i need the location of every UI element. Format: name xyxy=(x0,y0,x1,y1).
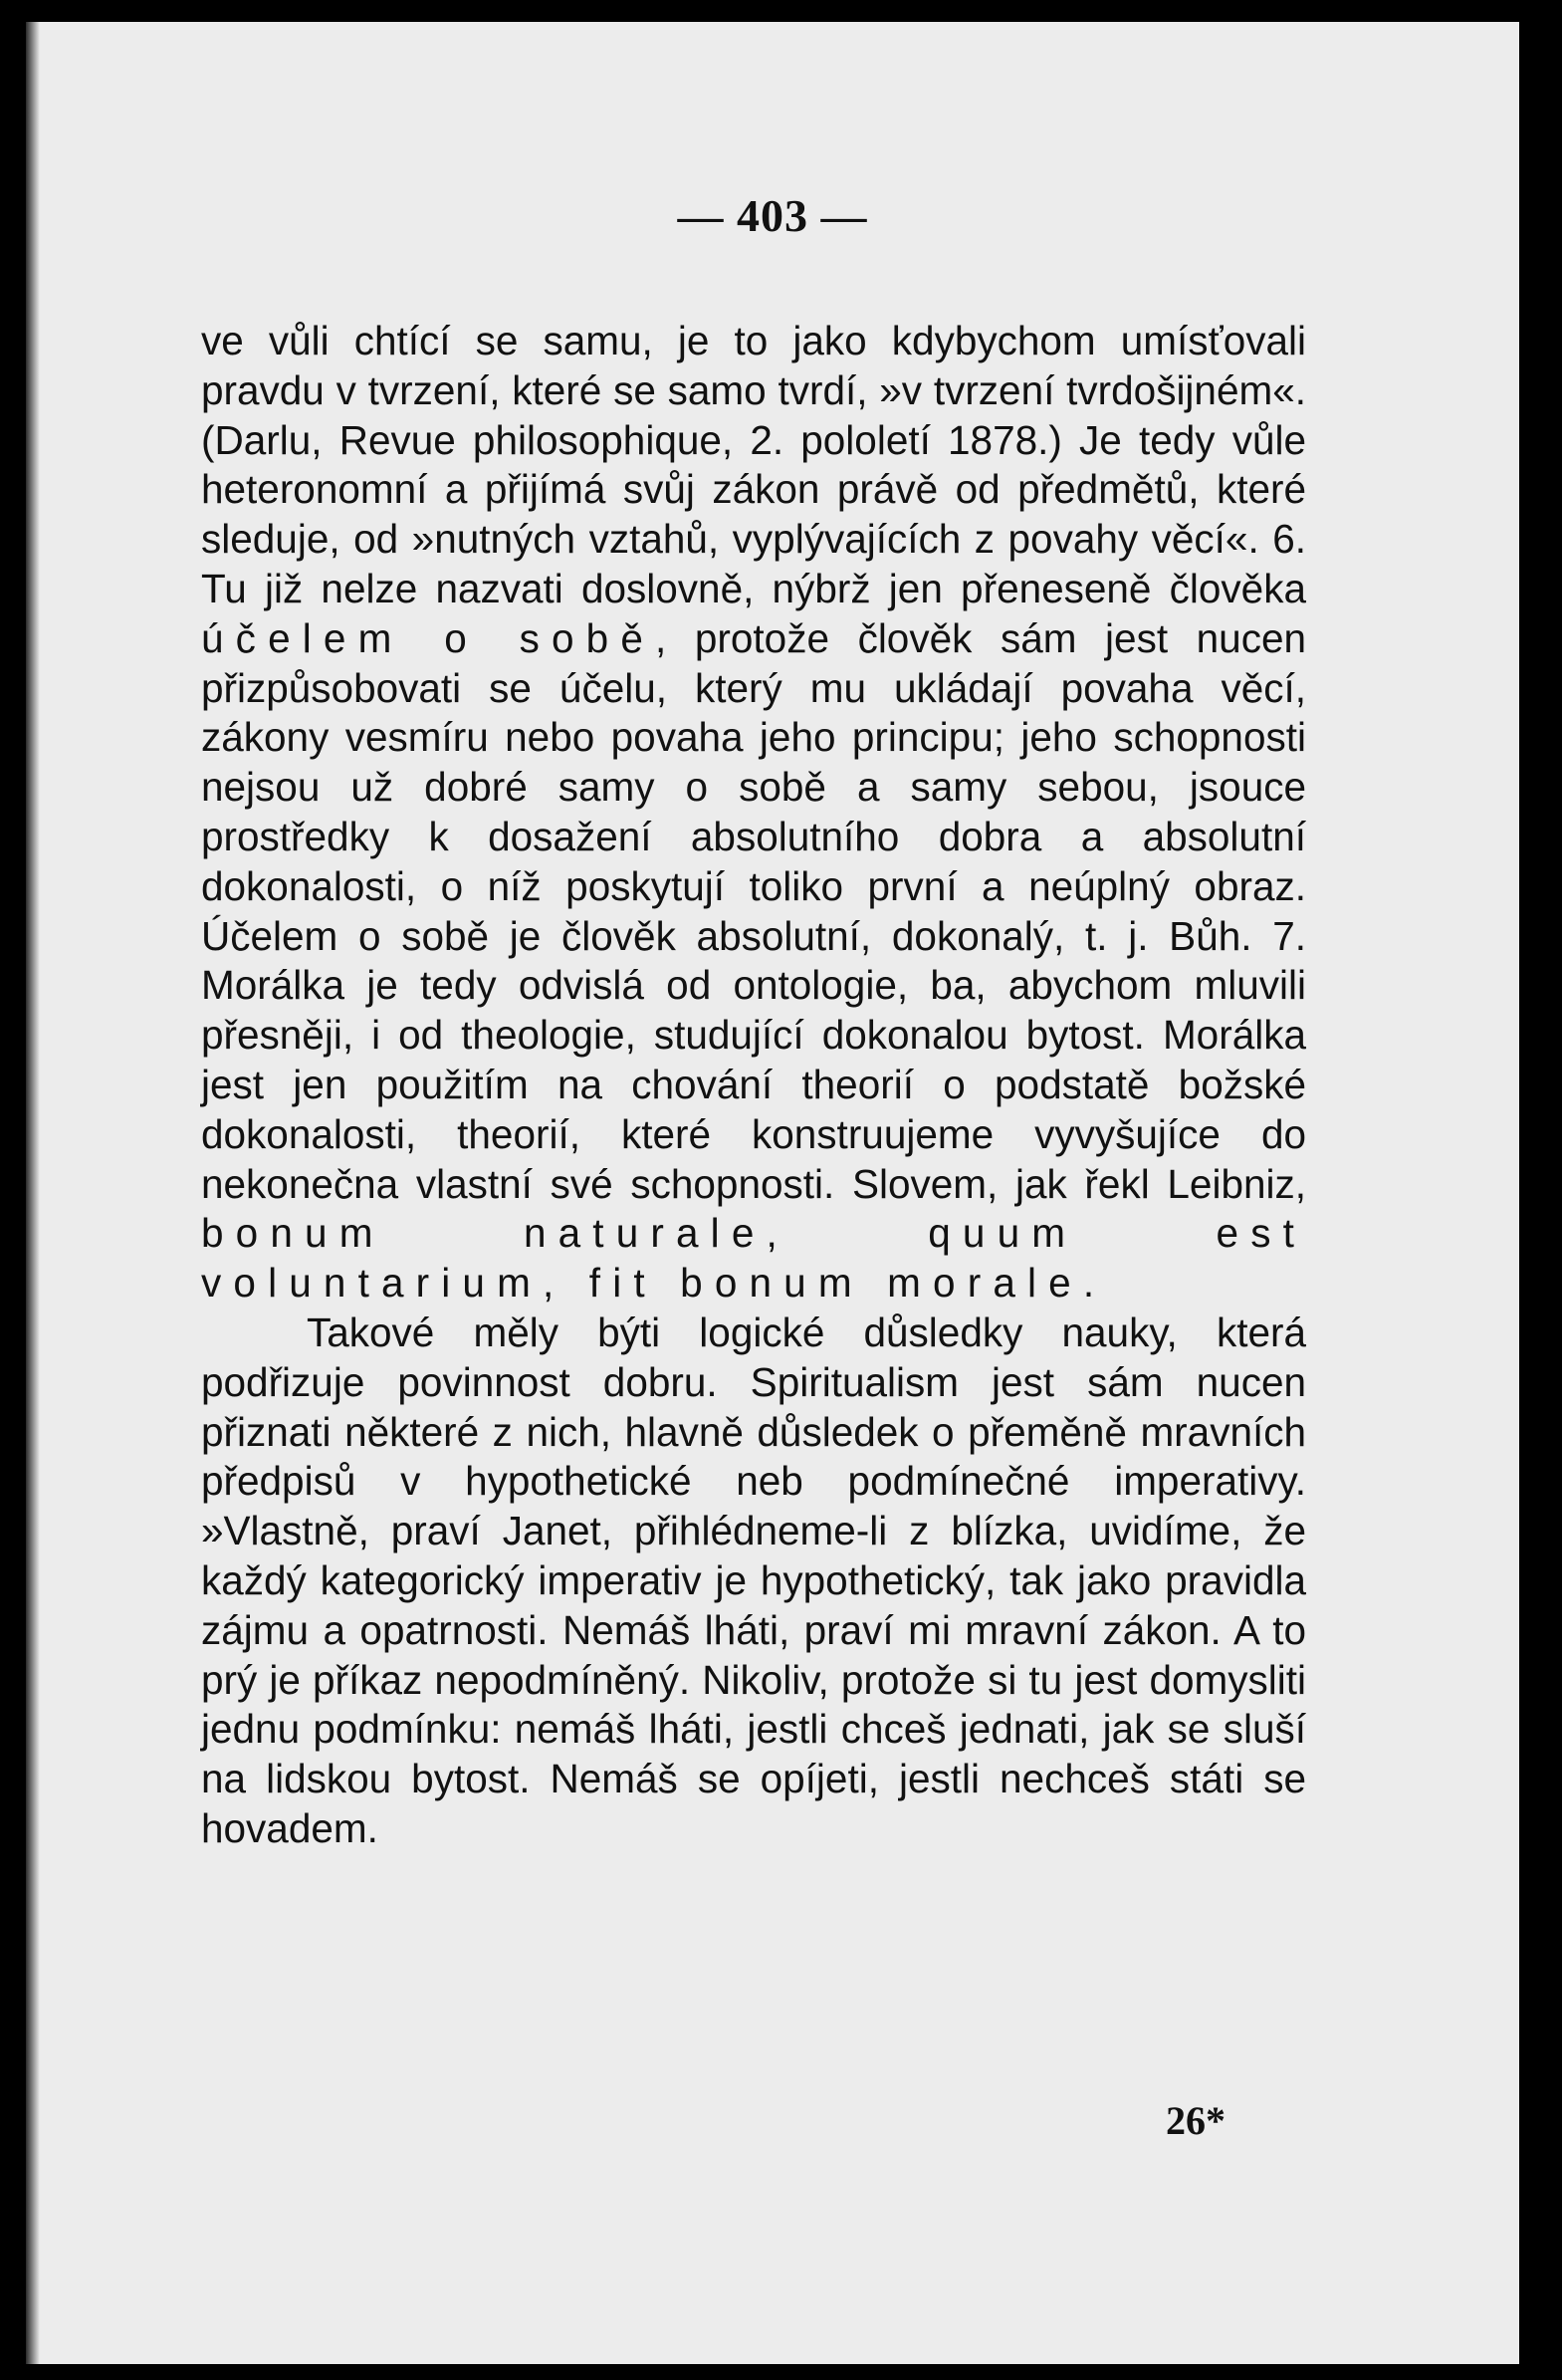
paragraph-1-end: . xyxy=(1082,1260,1095,1307)
spaced-emphasis-1: účelem o sobě xyxy=(201,614,656,661)
page-edge-shadow xyxy=(26,22,40,2364)
paragraph-2: Takové měly býti logické důsledky nauky, která podřizuje povinnost dobru. Spiritualism jest sám nucen přiznati některé z nich, hlavně důsledek o přeměně mravních předpisů v hypothetické neb podmínečné imperativy. »Vlastně, praví Janet, přihlédneme-li z blízka, uvidíme, že každý kategorický imperativ je hypothetický, tak jako pravidla zájmu a opatrnosti. Nemáš lháti, praví mi mravní zákon. A to prý je příkaz nepodmíněný. Nikoliv, protože si tu jest domysliti jednu podmínku: nemáš lháti, jestli chceš jednati, jak se sluší na lidskou bytost. Nemáš se opíjeti, jestli nechceš státi se hovadem. xyxy=(201,1309,1306,1851)
paragraph-1-part-b: , protože člověk sám jest nucen přizpůsobovati se účelu, který mu ukládají povaha věcí, zákony vesmíru nebo povaha jeho principu; jeho schopnosti nejsou už dobré samy o sobě a samy sebou, jsouce prostředky k dosažení absolutního dobra a absolutní dokonalosti, o níž poskytují toliko první a neúplný obraz. Účelem o sobě je člověk absolutní, dokonalý, t. j. Bůh. 7. Morálka je tedy odvislá od ontologie, ba, abychom mluvili přesněji, i od theologie, studující dokonalou bytost. Morálka jest jen použitím na chování theorií o podstatě božské dokonalosti, theorií, které konstruujeme vyvyšujíce do nekonečna vlastní své schopnosti. Slovem, jak řekl Leibniz, xyxy=(201,614,1307,1207)
spaced-emphasis-2: bonum naturale, quum est voluntarium, fit bonum morale xyxy=(201,1210,1306,1307)
book-page xyxy=(26,22,1519,2364)
paragraph-1 xyxy=(201,317,1306,1309)
signature-mark: 26* xyxy=(1166,2098,1226,2143)
page-number: — 403 — xyxy=(677,190,868,241)
paragraph-1-part-a: ve vůli chtící se samu, je to jako kdybychom umísťovali pravdu v tvrzení, které se samo tvrdí, »v tvrzení tvrdošijném«. (Darlu, Revue philosophique, 2. pololetí 1878.) Je tedy vůle heteronomní a přijímá svůj zákon právě od předmětů, které sleduje, od »nutných vztahů, vyplývajících z povahy věcí«. 6. Tu již nelze nazvati doslovně, nýbrž jen přeneseně člověka xyxy=(201,318,1306,611)
body-text xyxy=(201,317,1306,1854)
